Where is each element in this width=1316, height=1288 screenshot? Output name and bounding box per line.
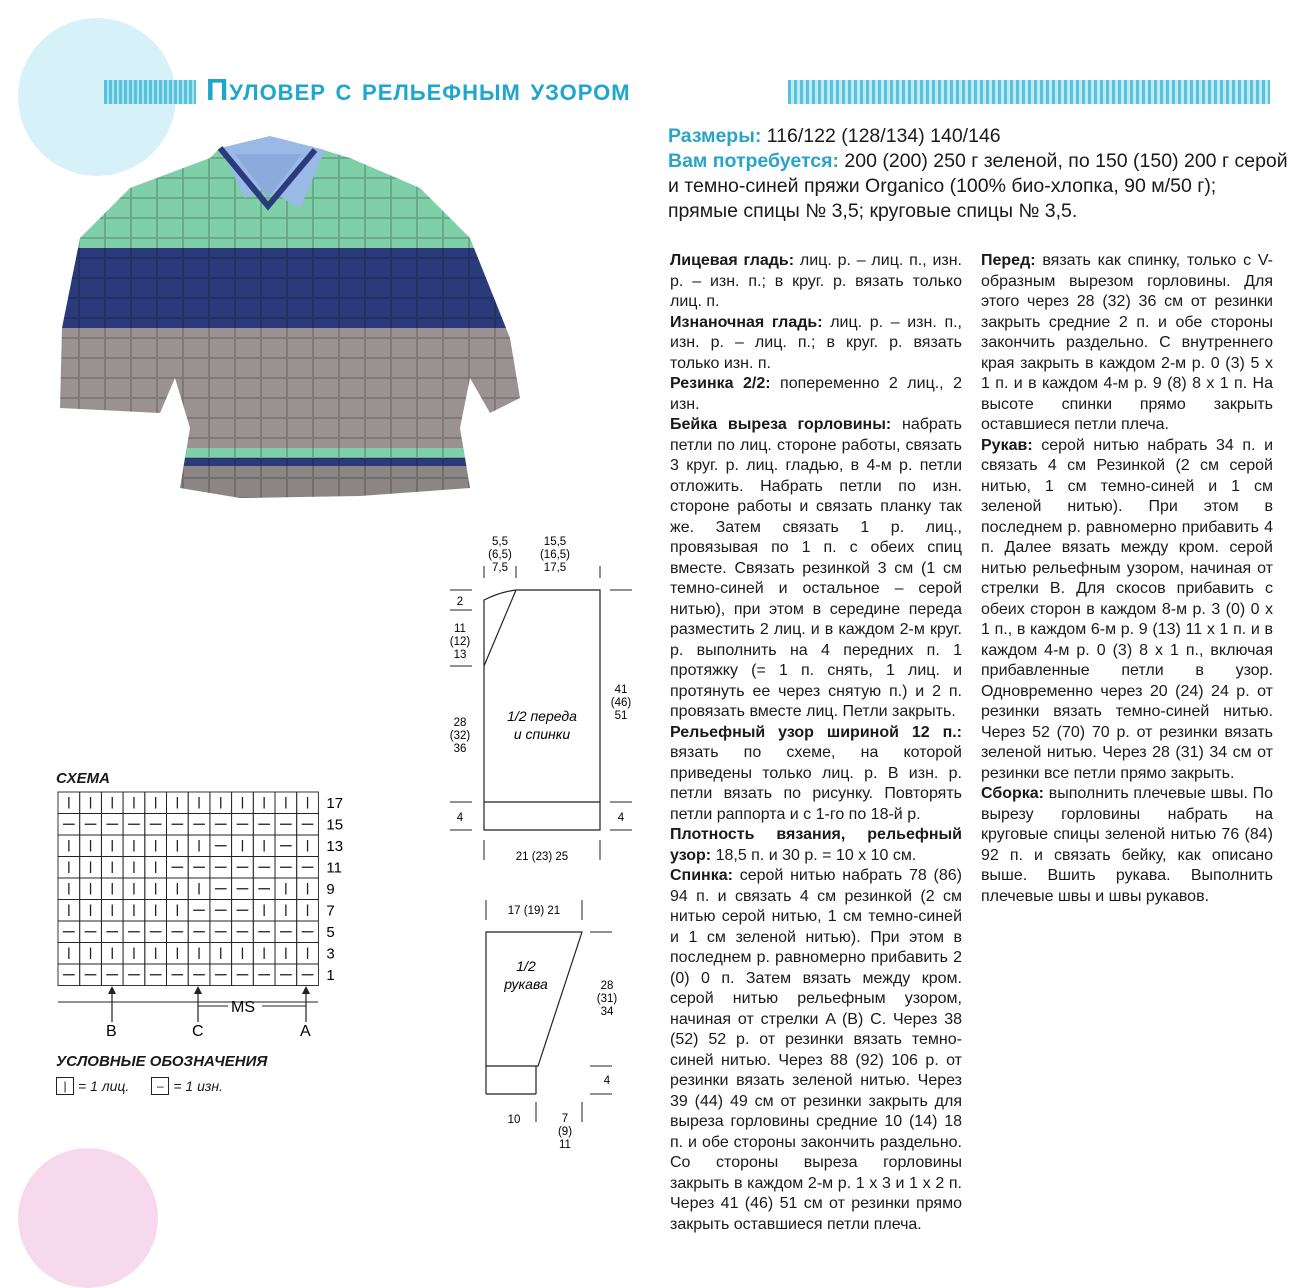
dim-v-3: 13 xyxy=(453,649,467,661)
chart-row-label: 9 xyxy=(326,881,335,898)
v-neck-line xyxy=(484,590,516,666)
sleeve-inc-1: 7 xyxy=(561,1113,569,1125)
text-rib: попеременно 2 лиц., 2 изн. xyxy=(670,375,962,413)
title-bar-right xyxy=(788,80,1270,104)
term-relief-pattern: Рельефный узор шириной 12 п.: xyxy=(670,723,962,741)
legend-purl-symbol: – xyxy=(151,1077,169,1095)
term-sleeve: Рукав: xyxy=(981,436,1033,454)
dim-total-2: (46) xyxy=(610,697,632,709)
requirements xyxy=(668,124,1288,224)
legend-knit-symbol: | xyxy=(56,1077,74,1095)
chart-row-label: 13 xyxy=(326,838,344,855)
sizes-value: 116/122 (128/134) 140/146 xyxy=(761,125,1001,147)
arrow-b-label: B xyxy=(106,1023,117,1040)
chart-row-label: 3 xyxy=(326,945,335,963)
arrow-c-label: C xyxy=(192,1023,204,1040)
chart-row-labels xyxy=(326,795,343,984)
arrow-c-head xyxy=(194,986,202,994)
term-reverse-stockinette: Изнаночная гладь: xyxy=(670,313,823,331)
dim-rib-left: 4 xyxy=(456,812,464,824)
chart-grid xyxy=(58,792,318,986)
sleeve-len-1: 28 xyxy=(600,980,614,992)
schema-title: СХЕМА xyxy=(56,770,110,787)
materials-line xyxy=(668,149,1288,224)
body-label-1: 1/2 переда xyxy=(507,708,577,724)
instructions-column-1 xyxy=(670,251,962,1235)
sleeve-bottom-width: 10 xyxy=(507,1114,521,1126)
dim-body-3: 36 xyxy=(453,743,467,755)
text-reverse-stockinette: лиц. р. – изн. п., изн. р. – лиц. п.; в круг. р. вязать только изн. п. xyxy=(670,313,962,372)
dim-shoulder-1: 15,5 xyxy=(543,536,567,548)
dim-neck-2: (6,5) xyxy=(488,549,512,561)
term-back: Спинка: xyxy=(670,867,733,884)
sleeve-len-3: 34 xyxy=(600,1006,614,1018)
sweater-photo xyxy=(40,128,540,508)
dim-v-2: (12) xyxy=(449,636,471,648)
sleeve-schematic xyxy=(440,898,640,1158)
sleeve-top-width: 17 (19) 21 xyxy=(507,905,561,917)
paragraph-front xyxy=(981,251,1273,436)
chart-row-label: 11 xyxy=(326,859,342,877)
paragraph-gauge xyxy=(670,825,962,866)
legend xyxy=(56,1077,223,1095)
sleeve-inc-2: (9) xyxy=(557,1126,573,1138)
arrow-a-label: A xyxy=(300,1023,311,1040)
page-title: Пуловер с рельефным узором xyxy=(206,72,631,107)
dim-shoulder-3: 17,5 xyxy=(543,562,567,574)
decor-circle-bottom-left xyxy=(18,1148,158,1288)
sizes-line xyxy=(668,124,1288,149)
chart-row-label: 5 xyxy=(326,924,335,941)
body-schematic xyxy=(440,530,660,870)
sleeve-label-2: рукава xyxy=(504,976,548,992)
knitting-chart xyxy=(56,790,356,1050)
dim-rib-right: 4 xyxy=(617,812,625,824)
dim-neck-3: 7,5 xyxy=(492,562,508,574)
dim-body-2: (32) xyxy=(449,730,471,742)
text-neckband: набрать петли по лиц. стороне работы, связать 3 круг. р. лиц. гладью, в 4-м р. петли отложить. Набрать петли по изн. стороне работы и связать планку так же. Затем связать 1 р. лиц., провязывая по 1 п. с обеих спиц вместе. Связать резинкой 3 см (1 см темно-синей и остальное – серой нитью), при этом в середине переда разместить 2 лиц. и в каждом 2-м круг. р. выполнить на 4 передних п. 1 протяжку (= 1 п. снять, 1 лиц. и протянуть ее через снятую п.) и 2 п. провязать вместе лиц. Петли закрыть. xyxy=(670,416,963,720)
chart-row-label: 17 xyxy=(326,795,344,812)
title-bar-left xyxy=(104,80,196,104)
text-back: серой нитью набрать 78 (86) 94 п. и связать 4 см резинкой (2 см нитью серой нитью, 1 см темно-синей и 1 см зеленой нитью). При этом в последнем р. равномерно прибавить 2 (0) 0 п. Затем вязать между кром. серой нитью рельефным узором, начиная от стрелки A (B) C. Через 38 (52) 52 р. от резинки вязать темно-синей нитью. Через 88 (92) 106 р. от резинки вязать зеленой нитью. Через 39 (44) 49 см от резинки закрыть для выреза горловины средние 10 (14) 18 п. и обе стороны закончить раздельно. Со стороны выреза горловины закрыть в каждом 2-м р. 1 x 3 и 1 x 2 п. Через 41 (46) 51 см от резинки прямо закрыть оставшиеся петли плеча. xyxy=(670,867,962,1233)
paragraph-neckband xyxy=(670,415,962,723)
dim-neck-depth: 2 xyxy=(456,596,464,608)
text-gauge: 18,5 п. и 30 р. = 10 x 10 см. xyxy=(711,846,917,864)
paragraph-rib xyxy=(670,374,962,415)
paragraph-stockinette xyxy=(670,251,962,313)
paragraph-reverse-stockinette xyxy=(670,313,962,375)
paragraph-assembly xyxy=(981,784,1273,907)
materials-value: 200 (200) 250 г зеленой, по 150 (150) 200 г серой и темно-синей пряжи Organico (100% био-хлопка, 90 м/50 г); прямые спицы № 3,5; круговые спицы № 3,5. xyxy=(668,150,1288,222)
legend-purl-text: = 1 изн. xyxy=(173,1078,223,1094)
text-sleeve: серой нитью набрать 34 п. и связать 4 см Резинкой (2 см серой нитью, 1 см темно-синей и 1 см зеленой нитью). При этом в последнем р. равномерно прибавить 4 п. Далее вязать между кром. серой нитью рельефным узором, начиная от стрелки B. Для скосов прибавить с обеих сторон в каждом 8-м р. 3 (0) 0 x 1 п., в каждом 6-м р. 9 (13) 11 x 1 п. и в каждом 4-м р. 0 (3) 8 x 1 п., включая прибавленные петли в узор. Одновременно через 20 (24) 24 р. от резинки вязать темно-синей нитью. Через 52 (70) 70 р. от резинки вязать зеленой нитью. Через 28 (31) 34 см от резинки все петли прямо закрыть. xyxy=(981,436,1273,782)
dim-total-3: 51 xyxy=(614,710,628,722)
paragraph-back xyxy=(670,866,962,1235)
arrow-b-head xyxy=(108,986,116,994)
arrow-a-head xyxy=(302,986,310,994)
materials-label: Вам потребуется: xyxy=(668,150,839,172)
legend-title: УСЛОВНЫЕ ОБОЗНАЧЕНИЯ xyxy=(56,1053,268,1070)
chart-row-label: 7 xyxy=(326,902,335,920)
body-label-2: и спинки xyxy=(513,726,571,742)
term-rib: Резинка 2/2: xyxy=(670,375,771,392)
term-front: Перед: xyxy=(981,252,1036,269)
text-relief-pattern: вязать по схеме, на которой приведены только лиц. р. В изн. р. петли вязать по рисунку. Повторять петли раппорта и с 1-го по 18-й р. xyxy=(670,744,962,823)
chart-row-label: 1 xyxy=(326,967,335,984)
dim-shoulder-2: (16,5) xyxy=(539,549,571,561)
sizes-label: Размеры: xyxy=(668,125,762,147)
ms-label: MS xyxy=(231,999,255,1016)
sleeve-rib: 4 xyxy=(603,1075,611,1087)
sleeve-label-1: 1/2 xyxy=(516,958,536,974)
paragraph-relief-pattern xyxy=(670,723,962,826)
text-assembly: выполнить плечевые швы. По вырезу горловины набрать на круговые спицы зеленой нитью 76 (84) 92 п. и связать бейку, как описано выше. Вшить рукава. Выполнить плечевые швы и швы рукавов. xyxy=(981,785,1273,905)
chart-row-label: 15 xyxy=(326,816,344,834)
paragraph-sleeve xyxy=(981,436,1273,785)
term-assembly: Сборка: xyxy=(981,785,1045,802)
dim-total-1: 41 xyxy=(614,684,628,696)
term-gauge: Плотность вязания, рельефный узор: xyxy=(670,826,962,864)
legend-knit-text: = 1 лиц. xyxy=(78,1078,130,1094)
sleeve-len-2: (31) xyxy=(596,993,618,1005)
dim-width: 21 (23) 25 xyxy=(515,851,569,863)
text-stockinette: лиц. р. – лиц. п., изн. р. – изн. п.; в круг. р. вязать только лиц. п. xyxy=(670,252,963,310)
term-stockinette: Лицевая гладь: xyxy=(670,252,795,269)
dim-neck-1: 5,5 xyxy=(492,536,508,548)
term-neckband: Бейка выреза горловины: xyxy=(670,416,892,433)
dim-body-1: 28 xyxy=(453,717,467,729)
instructions-column-2 xyxy=(981,251,1273,907)
dim-v-1: 11 xyxy=(454,623,466,635)
sleeve-outline xyxy=(486,932,582,1066)
sleeve-inc-3: 11 xyxy=(559,1139,571,1151)
text-front: вязать как спинку, только с V-образным вырезом горловины. Для этого через 28 (32) 36 см от резинки закрыть средние 2 п. и обе стороны закончить раздельно. С внутреннего края закрыть в каждом 2-м р. 0 (3) 5 x 1 п. и в каждом 4-м р. 9 (8) 8 x 1 п. На высоте спинки прямо закрыть оставшиеся петли плеча. xyxy=(981,252,1273,433)
